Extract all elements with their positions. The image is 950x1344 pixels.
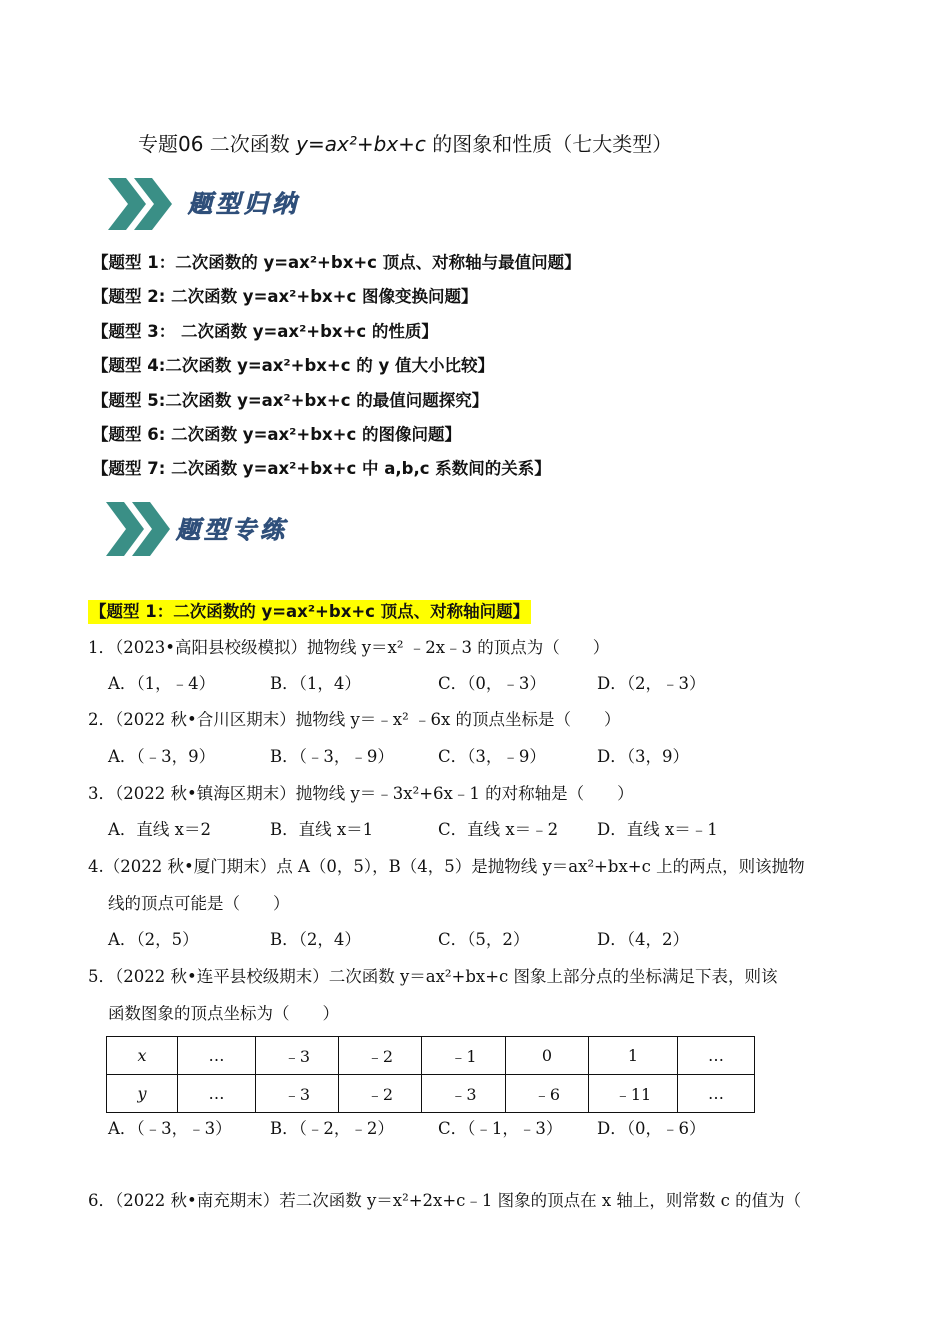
option-c: C．（3，﹣9） — [438, 747, 546, 766]
category-item: 【题型 1：二次函数的 y=ax²+bx+c 顶点、对称轴与最值问题】 — [92, 253, 581, 272]
table-cell: … — [678, 1075, 755, 1113]
option-a: A．（1，﹣4） — [108, 674, 216, 693]
table-cell: 1 — [589, 1037, 678, 1075]
table-cell: ﹣3 — [256, 1075, 339, 1113]
title-prefix: 专题06 二次函数 — [138, 132, 297, 156]
banner-summary-label: 题型归纳 — [188, 189, 300, 218]
option-d: D．（2，﹣3） — [597, 674, 706, 693]
option-d: D．（4，2） — [597, 930, 689, 949]
values-table — [106, 1036, 755, 1113]
category-item: 【题型 6: 二次函数 y=ax²+bx+c 的图像问题】 — [92, 424, 462, 444]
banner-summary — [104, 172, 364, 236]
category-item: 【题型 7: 二次函数 y=ax²+bx+c 中 a,b,c 系数间的关系】 — [92, 459, 551, 479]
table-cell: ﹣1 — [422, 1037, 506, 1075]
option-d: D．（0，﹣6） — [597, 1119, 706, 1138]
banner-practice-label: 题型专练 — [176, 515, 288, 544]
option-c: C．直线 x＝﹣2 — [438, 820, 559, 839]
category-item: 【题型 5:二次函数 y=ax²+bx+c 的最值问题探究】 — [92, 390, 489, 410]
category-item: 【题型 2: 二次函数 y=ax²+bx+c 图像变换问题】 — [92, 287, 478, 307]
table-cell: x — [107, 1037, 178, 1075]
option-a: A．直线 x＝2 — [108, 820, 211, 839]
question-4-stem-cont: 线的顶点可能是（ ） — [108, 894, 290, 913]
question-6-stem: 6．（2022 秋•南充期末）若二次函数 y＝x²+2x+c﹣1 图象的顶点在 x 轴上，则常数 c 的值为（ — [88, 1191, 802, 1210]
table-cell: y — [107, 1075, 178, 1113]
table-row — [107, 1075, 755, 1113]
table-cell: … — [178, 1037, 256, 1075]
option-b: B．（﹣2，﹣2） — [270, 1119, 394, 1138]
category-list — [92, 250, 581, 491]
option-c: C．（﹣1，﹣3） — [438, 1119, 563, 1138]
option-b: B．（﹣3，﹣9） — [270, 747, 394, 766]
option-a: A．（﹣3，9） — [108, 747, 216, 766]
question-2-stem: 2．（2022 秋•合川区期末）抛物线 y＝﹣x² ﹣6x 的顶点坐标是（ ） — [88, 710, 621, 729]
table-cell: … — [178, 1075, 256, 1113]
option-c: C．（0，﹣3） — [438, 674, 546, 693]
table-cell: ﹣2 — [339, 1037, 422, 1075]
category-item: 【题型 4:二次函数 y=ax²+bx+c 的 y 值大小比较】 — [92, 356, 495, 376]
title-suffix: 的图象和性质（七大类型） — [425, 132, 673, 156]
question-5-stem: 5．（2022 秋•连平县校级期末）二次函数 y＝ax²+bx+c 图象上部分点的坐标满足下表，则该 — [88, 967, 778, 986]
table-cell: ﹣3 — [422, 1075, 506, 1113]
question-5-stem-cont: 函数图象的顶点坐标为（ ） — [108, 1004, 339, 1023]
option-c: C．（5，2） — [438, 930, 530, 949]
double-chevron-icon — [108, 178, 172, 230]
option-a: A．（﹣3，﹣3） — [108, 1119, 232, 1138]
category-item: 【题型 3： 二次函数 y=ax²+bx+c 的性质】 — [92, 321, 438, 341]
double-chevron-icon — [106, 502, 170, 556]
question-4-stem: 4.（2022 秋•厦门期末）点 A（0，5），B（4，5）是抛物线 y＝ax²+bx+c 上的两点，则该抛物 — [88, 857, 805, 876]
option-b: B．直线 x＝1 — [270, 820, 374, 839]
option-d: D．直线 x＝﹣1 — [597, 820, 718, 839]
question-1-stem: 1．（2023•高阳县校级模拟）抛物线 y＝x² ﹣2x﹣3 的顶点为（ ） — [88, 638, 610, 657]
option-b: B．（1，4） — [270, 674, 361, 693]
table-cell: ﹣11 — [589, 1075, 678, 1113]
banner-practice — [104, 498, 364, 562]
section-heading: 【题型 1：二次函数的 y=ax²+bx+c 顶点、对称轴问题】 — [88, 600, 531, 624]
title-function: y=ax²+bx+c — [296, 132, 426, 156]
question-3-stem: 3．（2022 秋•镇海区期末）抛物线 y＝﹣3x²+6x﹣1 的对称轴是（ ） — [88, 784, 634, 803]
option-a: A．（2，5） — [108, 930, 199, 949]
table-cell: ﹣2 — [339, 1075, 422, 1113]
table-cell: ﹣6 — [506, 1075, 589, 1113]
table-cell: … — [678, 1037, 755, 1075]
page-title — [138, 128, 672, 157]
table-cell: 0 — [506, 1037, 589, 1075]
option-b: B．（2，4） — [270, 930, 361, 949]
option-d: D．（3，9） — [597, 747, 689, 766]
table-cell: ﹣3 — [256, 1037, 339, 1075]
table-row — [107, 1037, 755, 1075]
